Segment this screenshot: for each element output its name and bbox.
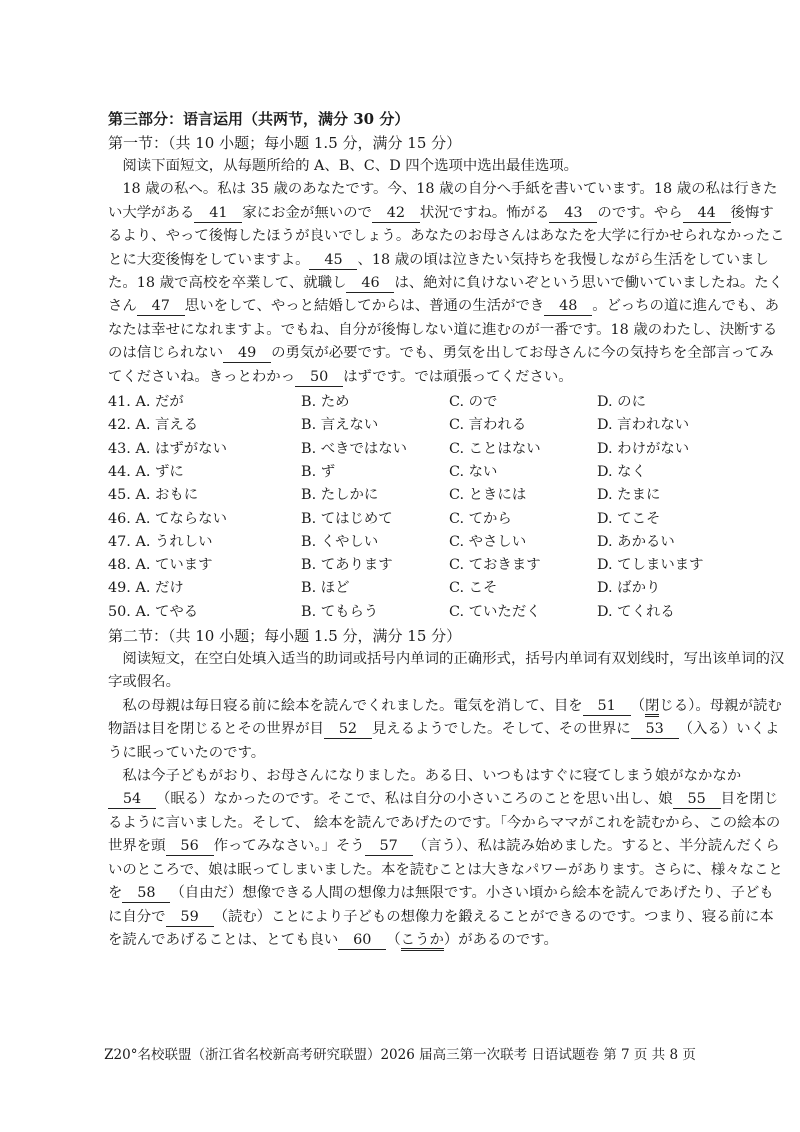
option-text: B. ず xyxy=(301,463,336,480)
text-segment: 私は今子どもがおり、お母さんになりました。ある日、いつもはすぐに寝てしまう娘がなかなか xyxy=(122,768,742,785)
option-d xyxy=(597,531,777,554)
blank-52: 52 xyxy=(324,721,372,739)
blank-55: 55 xyxy=(673,791,721,809)
text-segment: じる）。母親が読む物語は目を閉じるとその世界が目 xyxy=(108,697,782,738)
option-text: D. なく xyxy=(597,463,646,480)
option-text: C. こそ xyxy=(449,580,498,597)
part3-title: 第三部分：语言运用（共两节，满分 30 分） xyxy=(108,110,410,128)
text-segment: の勇気が必要です。でも、勇気を出してお母さんに今の気持ちを全部言ってみてくださいね。きっとわかっ xyxy=(108,345,774,385)
option-text: D. わけがない xyxy=(597,440,690,457)
blank-57: 57 xyxy=(365,838,413,856)
question-number: 50. xyxy=(108,603,136,620)
option-b xyxy=(301,531,449,554)
section1-header: 第一节：（共 10 小题；每小题 1.5 分，满分 15 分） xyxy=(108,134,462,152)
text-segment: 思いをして、やっと結婚してからは、普通の生活ができ xyxy=(184,298,545,315)
text-segment: （自由だ）想像できる人間の想像力は無限です。小さい頃から絵本を読んであげたり、子どもに自分で xyxy=(108,885,774,925)
option-b xyxy=(301,391,449,414)
section2-header: 第二节：（共 10 小题；每小题 1.5 分，满分 15 分） xyxy=(108,627,462,646)
option-c xyxy=(449,461,597,484)
text-segment: は、絶対に負けないぞという思いで働いていましたね。たくさん xyxy=(108,275,784,315)
option-text: A. 言える xyxy=(135,417,199,434)
option-a xyxy=(108,461,301,484)
blank-44: 44 xyxy=(683,205,731,223)
option-text: B. てはじめて xyxy=(301,510,393,527)
option-text: B. ため xyxy=(301,394,350,411)
option-d xyxy=(597,461,777,484)
option-c xyxy=(449,484,597,507)
option-text: C. ない xyxy=(449,463,498,480)
option-c xyxy=(449,531,597,554)
option-row-41 xyxy=(108,391,786,414)
option-c xyxy=(449,508,597,531)
question-number: 44. xyxy=(108,463,136,480)
text-segment: 18 歳の私へ。私は 35 歳のあなたです。今、18 歳の自分へ手紙を書いています。18 歳の私は行きたい大学がある xyxy=(108,181,778,221)
blank-48: 48 xyxy=(544,298,592,316)
blank-58: 58 xyxy=(122,885,170,903)
option-b xyxy=(301,601,449,624)
option-text: C. 言われる xyxy=(449,417,527,434)
blank-56: 56 xyxy=(166,838,214,856)
option-c xyxy=(449,414,597,437)
option-row-43 xyxy=(108,438,786,461)
option-text: D. てこそ xyxy=(597,510,661,527)
option-text: C. やさしい xyxy=(449,533,527,550)
option-text: B. ほど xyxy=(301,580,350,597)
option-row-45 xyxy=(108,484,786,507)
section1-passage xyxy=(108,178,786,389)
blank-45: 45 xyxy=(309,252,357,270)
option-c xyxy=(449,577,597,600)
option-row-46 xyxy=(108,508,786,531)
option-row-48 xyxy=(108,554,786,577)
section2-paragraph-2 xyxy=(108,765,786,952)
option-text: D. 言われない xyxy=(597,417,690,434)
blank-41: 41 xyxy=(194,205,242,223)
option-d xyxy=(597,508,777,531)
text-segment: （言う）、私は読み始めました。すると、半分読んだくらいのところで、娘は眠ってしまいました。本を読むことは大きなパワーがあります。さらに、様々なことを xyxy=(108,838,783,902)
blank-49: 49 xyxy=(223,345,271,363)
option-text: A. だけ xyxy=(135,580,184,597)
text-segment: 。どっちの道に進んでも、あなたは幸せになれますよ。でもね、自分が後悔しない道に進むのが一番です。18 歳のわたし、決断するのは信じられない xyxy=(108,298,780,362)
option-text: D. てしまいます xyxy=(597,557,704,574)
option-text: B. てあります xyxy=(301,557,393,574)
option-d xyxy=(597,438,777,461)
section1-instruction: 阅读下面短文，从每题所给的 A、B、C、D 四个选项中选出最佳选项。 xyxy=(122,158,578,174)
option-row-42 xyxy=(108,414,786,437)
option-a xyxy=(108,531,301,554)
text-segment: のです。やら xyxy=(597,204,683,221)
option-text: C. ので xyxy=(449,394,498,411)
option-a xyxy=(108,484,301,507)
text-segment: （眠る）なかったのです。そこで、私は自分の小さいころのことを思い出し、娘 xyxy=(156,791,673,808)
option-text: A. ずに xyxy=(135,463,184,480)
option-c xyxy=(449,438,597,461)
text-segment: （ xyxy=(386,931,401,948)
double-underlined-word: こうか xyxy=(401,932,444,951)
option-row-47 xyxy=(108,531,786,554)
option-row-50 xyxy=(108,601,786,624)
text-segment: はずです。では頑張ってください。 xyxy=(343,368,573,385)
option-d xyxy=(597,484,777,507)
option-text: A. うれしい xyxy=(135,533,213,550)
option-c xyxy=(449,601,597,624)
question-number: 45. xyxy=(108,487,136,504)
option-text: A. ています xyxy=(135,557,213,574)
option-a xyxy=(108,554,301,577)
option-text: A. てならない xyxy=(135,510,227,527)
text-segment: 見えるようでした。そして、その世界に xyxy=(371,721,631,738)
option-b xyxy=(301,461,449,484)
option-text: A. おもに xyxy=(135,487,199,504)
option-b xyxy=(301,577,449,600)
blank-47: 47 xyxy=(137,298,185,316)
option-text: C. ていただく xyxy=(449,603,541,620)
page-footer: Z20°名校联盟（浙江省名校新高考研究联盟）2026 届高三第一次联考 日语试题卷 第 7 页 共 8 页 xyxy=(104,1047,696,1063)
blank-53: 53 xyxy=(631,721,679,739)
text-segment: 状況ですね。怖がる xyxy=(419,204,550,221)
option-text: D. のに xyxy=(597,394,646,411)
question-number: 42. xyxy=(108,417,136,434)
question-number: 43. xyxy=(108,440,136,457)
option-a xyxy=(108,391,301,414)
text-segment: 私の母親は毎日寝る前に絵本を読んでくれました。電気を消して、目を xyxy=(122,697,583,714)
option-row-49 xyxy=(108,577,786,600)
text-segment: ）があるのです。 xyxy=(443,931,558,948)
option-text: B. 言えない xyxy=(301,417,379,434)
question-number: 47. xyxy=(108,533,136,550)
page-content xyxy=(108,107,786,952)
text-segment: （ xyxy=(630,697,646,714)
blank-46: 46 xyxy=(346,275,394,293)
blank-51: 51 xyxy=(583,698,631,716)
option-text: C. ことはない xyxy=(449,440,541,457)
blank-42: 42 xyxy=(372,205,420,223)
question-number: 41. xyxy=(108,394,136,411)
text-segment: 後悔するより、やって後悔したほうが良いでしょう。あなたのお母さんはあなたを大学に行かせられなかったことに大変後悔をしていますよ。 xyxy=(108,204,785,268)
option-b xyxy=(301,508,449,531)
question-number: 48. xyxy=(108,557,136,574)
section2-paragraph-1 xyxy=(108,695,786,765)
double-underlined-word: 閉 xyxy=(645,698,659,717)
option-text: D. ばかり xyxy=(597,580,661,597)
blank-54: 54 xyxy=(108,791,156,809)
option-c xyxy=(449,391,597,414)
option-row-44 xyxy=(108,461,786,484)
option-d xyxy=(597,601,777,624)
option-text: D. てくれる xyxy=(597,603,675,620)
option-text: B. たしかに xyxy=(301,487,379,504)
option-a xyxy=(108,414,301,437)
blank-59: 59 xyxy=(166,909,214,927)
option-b xyxy=(301,554,449,577)
option-text: B. てもらう xyxy=(301,603,379,620)
option-text: A. だが xyxy=(135,394,184,411)
option-text: D. あかるい xyxy=(597,533,675,550)
text-segment: （読む）ことにより子どもの想像力を鍛えることができるのです。つまり、寝る前に本を読んであげることは、とても良い xyxy=(108,908,774,948)
option-text: C. ておきます xyxy=(449,557,541,574)
blank-43: 43 xyxy=(549,205,597,223)
question-number: 49. xyxy=(108,580,136,597)
option-text: A. はずがない xyxy=(135,440,227,457)
text-segment: 目を閉じるように言いました。そして、 絵本を読んであげたのです。「今からママがこれを読むから、この絵本の世界を頭 xyxy=(108,791,781,855)
text-segment: 家にお金が無いので xyxy=(242,204,372,221)
option-b xyxy=(301,484,449,507)
option-d xyxy=(597,577,777,600)
option-a xyxy=(108,577,301,600)
text-segment: （入る）いくように眠っていたのです。 xyxy=(108,721,780,761)
option-d xyxy=(597,414,777,437)
option-c xyxy=(449,554,597,577)
option-text: D. たまに xyxy=(597,487,661,504)
option-text: C. てから xyxy=(449,510,512,527)
option-text: B. くやしい xyxy=(301,533,379,550)
option-text: A. てやる xyxy=(135,603,199,620)
option-text: B. べきではない xyxy=(301,440,408,457)
option-a xyxy=(108,438,301,461)
blank-50: 50 xyxy=(295,369,343,387)
option-b xyxy=(301,438,449,461)
question-number: 46. xyxy=(108,510,136,527)
option-b xyxy=(301,414,449,437)
option-a xyxy=(108,601,301,624)
option-d xyxy=(597,391,777,414)
option-text: C. ときには xyxy=(449,487,527,504)
options-list xyxy=(108,391,786,624)
option-d xyxy=(597,554,777,577)
section2-instruction: 阅读短文，在空白处填入适当的助词或括号内单词的正确形式，括号内单词有双划线时，写出该单词的汉字或假名。 xyxy=(108,651,785,691)
text-segment: 作ってみなさい。」そう xyxy=(213,838,365,855)
text-segment: 、18 歳の頃は泣きたい気持ちを我慢しながら生活をしていました。18 歳で高校を卒業して、就職し xyxy=(108,251,769,292)
blank-60: 60 xyxy=(338,932,386,950)
option-a xyxy=(108,508,301,531)
